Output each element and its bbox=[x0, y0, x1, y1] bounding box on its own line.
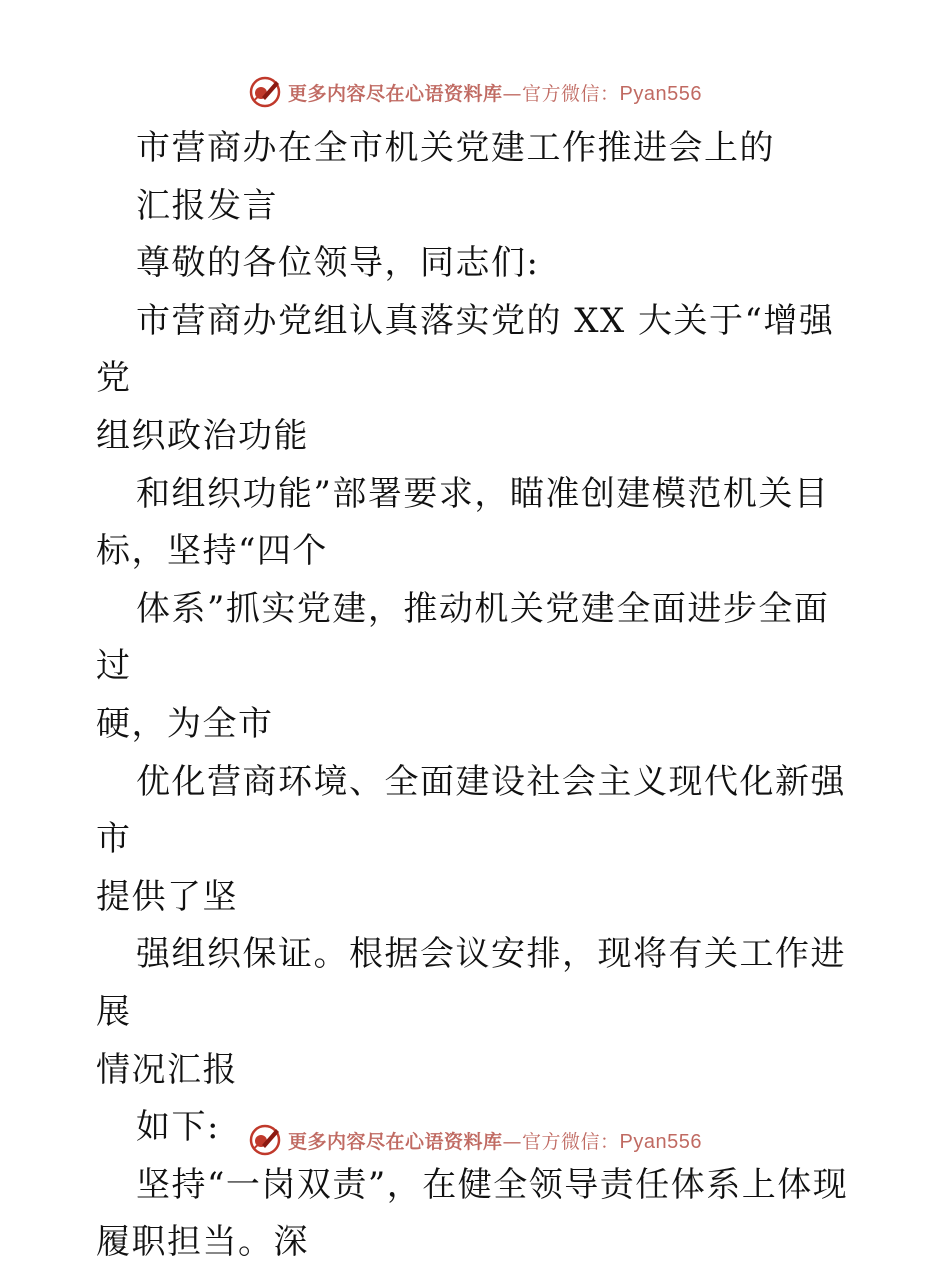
watermark-suffix: 官方微信： bbox=[522, 82, 620, 105]
doc-paragraph: 优化营商环境、全面建设社会主义现代化新强市 提供了坚 bbox=[96, 761, 846, 917]
doc-paragraph: 市营商办党组认真落实党的 XX 大关于“增强党 组织政治功能 bbox=[96, 300, 835, 456]
doc-paragraph: 强组织保证。根据会议安排，现将有关工作进展 情况汇报 bbox=[96, 934, 846, 1090]
watermark-text bbox=[288, 79, 702, 106]
watermark-account: Pyan556 bbox=[619, 1130, 702, 1153]
watermark-suffix: 官方微信： bbox=[522, 1130, 620, 1153]
watermark-brand: 更多内容尽在心语资料库 bbox=[288, 1130, 503, 1153]
document-body bbox=[96, 120, 854, 1272]
pen-logo-icon bbox=[248, 75, 282, 109]
doc-paragraph: 体系”抓实党建，推动机关党建全面进步全面过 硬，为全市 bbox=[96, 588, 830, 744]
doc-salutation: 尊敬的各位领导，同志们: bbox=[136, 243, 540, 284]
doc-paragraph: 和组织功能”部署要求，瞄准创建模范机关目 标，坚持“四个 bbox=[96, 473, 830, 572]
doc-title-line-1: 市营商办在全市机关党建工作推进会上的 bbox=[136, 128, 775, 168]
doc-title-line-2: 汇报发言 bbox=[136, 185, 278, 226]
header-watermark bbox=[0, 72, 950, 112]
doc-paragraph: 如下: bbox=[136, 1107, 220, 1148]
watermark-text bbox=[288, 1127, 702, 1154]
watermark-brand: 更多内容尽在心语资料库 bbox=[288, 82, 503, 105]
watermark-account: Pyan556 bbox=[619, 82, 702, 105]
doc-paragraph: 坚持“一岗双责”，在健全领导责任体系上体现 履职担当。深 bbox=[96, 1164, 849, 1263]
footer-watermark bbox=[0, 1120, 950, 1160]
watermark-dash: — bbox=[502, 82, 523, 105]
pen-logo-icon bbox=[248, 1123, 282, 1157]
watermark-dash: — bbox=[502, 1130, 523, 1153]
